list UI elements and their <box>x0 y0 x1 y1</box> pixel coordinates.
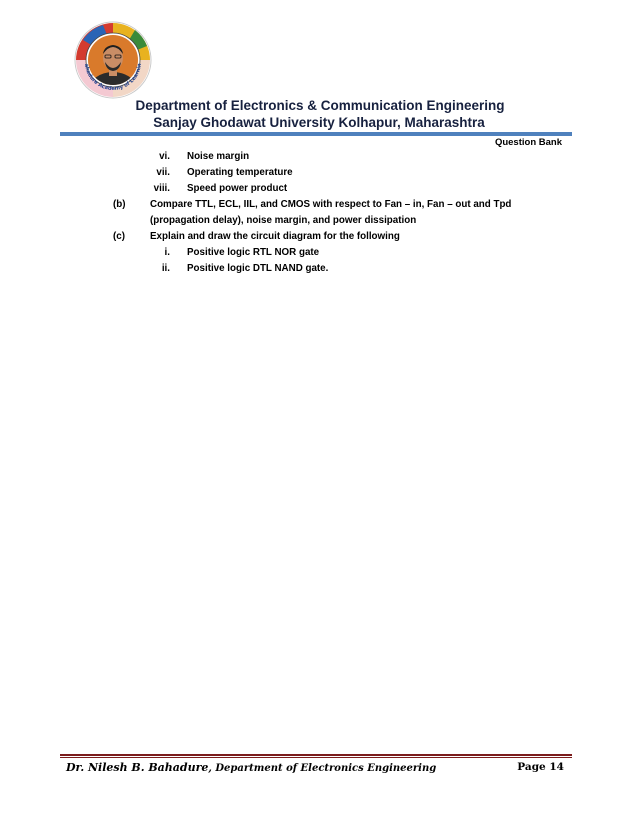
footer-rule-thin <box>60 757 572 758</box>
page-number: Page 14 <box>517 761 564 773</box>
question-text-continued: (propagation delay), noise margin, and power dissipation <box>150 215 417 226</box>
item-number: viii. <box>153 183 170 194</box>
question-bank-label: Question Bank <box>494 137 562 148</box>
item-text: Noise margin <box>187 151 250 162</box>
item-text: Speed power product <box>187 183 288 194</box>
question-text: Explain and draw the circuit diagram for the following <box>150 231 400 242</box>
footer-rule <box>60 754 572 756</box>
footer-author: Dr. Nilesh B. Bahadure <box>66 761 209 774</box>
item-number: vii. <box>156 167 170 178</box>
footer-department: , Department of Electronics Engineering <box>208 763 437 774</box>
item-text: Positive logic RTL NOR gate <box>187 247 320 258</box>
item-text: Positive logic DTL NAND gate. <box>187 263 329 274</box>
university-title: Sanjay Ghodawat University Kolhapur, Maharashtra <box>153 115 485 130</box>
header-rule <box>60 132 572 136</box>
item-number: vi. <box>159 151 170 162</box>
academy-logo <box>73 20 153 100</box>
question-label: (c) <box>113 231 125 242</box>
item-text: Operating temperature <box>187 167 293 178</box>
svg-text:Bahadure Academy of Learning: ahadure Academy of Learnin <box>83 63 143 93</box>
item-number: ii. <box>161 263 170 274</box>
question-text: Compare TTL, ECL, IIL, and CMOS with respect to Fan – in, Fan – out and Tpd <box>150 199 512 210</box>
item-number: i. <box>164 247 170 258</box>
question-label: (b) <box>113 199 126 210</box>
footer-author-line <box>66 761 436 774</box>
department-title: Department of Electronics & Communication Engineering <box>135 98 505 113</box>
